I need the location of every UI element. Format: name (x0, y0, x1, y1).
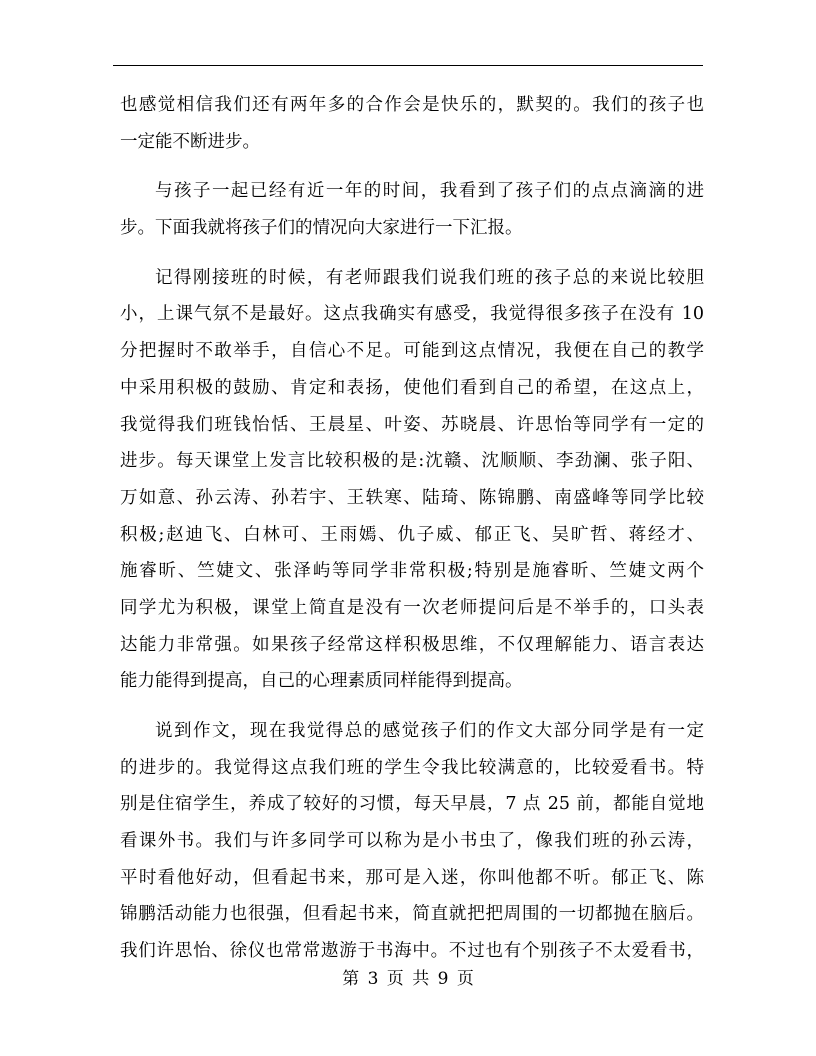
text-line: 施睿昕、竺婕文、张泽屿等同学非常积极;特别是施睿昕、竺婕文两个 (120, 561, 704, 582)
text-line: 小，上课气氛不是最好。这点我确实有感受，我觉得很多孩子在没有 10 (120, 304, 704, 325)
text-line: 我们许思怡、徐仪也常常遨游于书海中。不过也有个别孩子不太爱看书， (120, 941, 704, 962)
document-body (120, 87, 704, 983)
text-line: 的进步的。我觉得这点我们班的学生令我比较满意的，比较爱看书。特 (120, 757, 704, 778)
paragraph-3 (120, 260, 704, 700)
text-line: 我觉得我们班钱怡恬、王晨星、叶姿、苏晓晨、许思怡等同学有一定的 (120, 414, 704, 435)
text-line: 万如意、孙云涛、孙若宇、王轶寒、陆琦、陈锦鹏、南盛峰等同学比较 (120, 487, 704, 508)
text-line: 记得刚接班的时候，有老师跟我们说我们班的孩子总的来说比较胆 (155, 267, 704, 288)
text-line: 平时看他好动，但看起书来，那可是入迷，你叫他都不听。郁正飞、陈 (120, 867, 704, 888)
page-number: 第 3 页 共 9 页 (342, 969, 474, 989)
text-line: 看课外书。我们与许多同学可以称为是小书虫了，像我们班的孙云涛， (120, 831, 704, 852)
text-line: 进步。每天课堂上发言比较积极的是:沈赣、沈顺顺、李劲澜、张子阳、 (120, 451, 704, 472)
text-line: 步。下面我就将孩子们的情况向大家进行一下汇报。 (120, 218, 523, 239)
text-line: 别是住宿学生，养成了较好的习惯，每天早晨，7 点 25 前，都能自觉地 (120, 794, 704, 815)
text-line: 锦鹏活动能力也很强，但看起书来，简直就把把周围的一切都抛在脑后。 (120, 904, 704, 925)
text-line: 分把握时不敢举手，自信心不足。可能到这点情况，我便在自己的教学 (120, 341, 704, 362)
paragraph-4 (120, 713, 704, 970)
text-line: 说到作文，现在我觉得总的感觉孩子们的作文大部分同学是有一定 (155, 721, 704, 741)
text-line: 与孩子一起已经有近一年的时间，我看到了孩子们的点点滴滴的进 (155, 181, 704, 202)
text-line: 一定能不断进步。 (120, 131, 260, 152)
text-line: 能力能得到提高，自己的心理素质同样能得到提高。 (120, 671, 523, 692)
paragraph-1 (120, 87, 704, 160)
text-line: 同学尤为积极，课堂上简直是没有一次老师提问后是不举手的，口头表 (120, 597, 704, 618)
header-rule (113, 65, 703, 66)
text-line: 也感觉相信我们还有两年多的合作会是快乐的，默契的。我们的孩子也 (120, 95, 704, 115)
text-line: 达能力非常强。如果孩子经常这样积极思维，不仅理解能力、语言表达 (120, 634, 704, 655)
paragraph-2 (120, 173, 704, 246)
text-line: 积极;赵迪飞、白林可、王雨嫣、仇子威、郁正飞、吴旷哲、蒋经才、 (120, 524, 704, 545)
text-line: 中采用积极的鼓励、肯定和表扬，使他们看到自己的希望，在这点上， (120, 377, 704, 398)
